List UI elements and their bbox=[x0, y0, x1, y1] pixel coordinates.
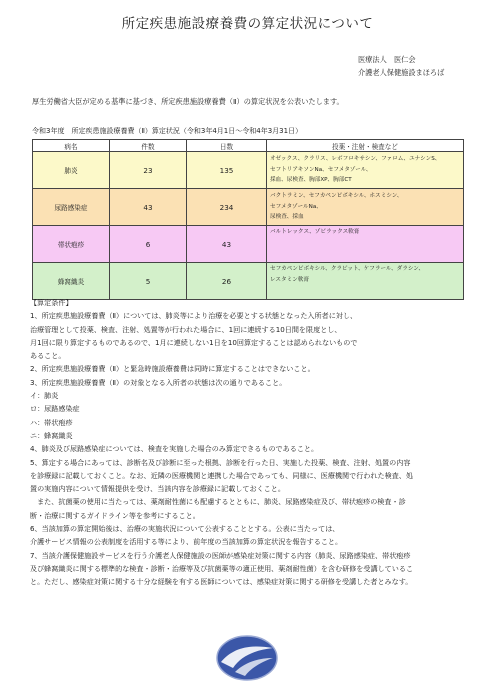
condition-line: 月1回に限り算定するものであるので、1月に連続しない1日を10回算定することは認められないもので bbox=[30, 337, 358, 347]
condition-line: 断・治療に関するガイドライン等を参考にすること。 bbox=[30, 510, 200, 520]
disease-name: 肺炎 bbox=[33, 152, 110, 189]
condition-line: と。ただし、感染症対策に関する十分な経験を有する医師については、感染症対策に関する研修を受講した者とみなす。 bbox=[30, 577, 413, 587]
header-treatment: 投薬・注射・検査など bbox=[267, 140, 464, 152]
table-header-row bbox=[33, 140, 464, 152]
treatment-line: バクトラミン、セフカペンピボキシル、ホスミシン、 bbox=[270, 193, 403, 200]
condition-line: を診療録に記載しておくこと。なお、近隣の医療機関と連携した場合であっても、同様に、医療機関で行われた検査、処 bbox=[30, 470, 413, 480]
condition-line: 治療管理として投薬、検査、注射、処置等が行われた場合に、1回に連続する10日間を限度とし、 bbox=[30, 324, 342, 334]
table-row bbox=[33, 263, 464, 300]
facility-name: 介護老人保健施設まほろば bbox=[358, 68, 445, 77]
calculation-table bbox=[32, 139, 464, 300]
treatment-line: セフカペンピボキシル、クラビット、ケフラール、ダラシン、 bbox=[270, 266, 425, 272]
condition-line: 2、所定疾患施設療養費（Ⅱ）と緊急時施設療養費は同時に算定することはできないこと。 bbox=[30, 364, 315, 374]
treatment-line: セフメタゾールNa、 bbox=[270, 203, 322, 210]
condition-line: 4、肺炎及び尿路感染症については、検査を実施した場合のみ算定できるものであること。 bbox=[30, 444, 319, 454]
condition-line: ハ：帯状疱疹 bbox=[30, 417, 73, 427]
case-count: 6 bbox=[110, 226, 187, 263]
condition-line: イ：肺炎 bbox=[30, 391, 59, 401]
condition-line: 7、当該介護保健施設サービスを行う介護老人保健施設の医師が感染症対策に関する内容（肺炎、尿路感染症、帯状疱疹 bbox=[30, 550, 411, 560]
day-count: 26 bbox=[187, 263, 267, 300]
day-count: 234 bbox=[187, 189, 267, 226]
treatment-line: レスタミン軟膏 bbox=[270, 276, 309, 283]
disease-name: 帯状疱疹 bbox=[33, 226, 110, 263]
table-row bbox=[33, 189, 464, 226]
header-disease: 病名 bbox=[33, 140, 110, 152]
treatment-details bbox=[267, 226, 464, 263]
condition-line: 3、所定疾患施設療養費（Ⅱ）の対象となる入所者の状態は次の通りであること。 bbox=[30, 377, 287, 387]
header-count: 件数 bbox=[110, 140, 187, 152]
table-row bbox=[33, 152, 464, 189]
facility-logo bbox=[215, 632, 279, 684]
header-days: 日数 bbox=[187, 140, 267, 152]
condition-line: 介護サービス情報の公表制度を活用する等により、前年度の当該加算の算定状況を報告すること。 bbox=[30, 537, 343, 547]
treatment-details bbox=[267, 263, 464, 300]
day-count: 135 bbox=[187, 152, 267, 189]
condition-line: あること。 bbox=[30, 351, 66, 361]
intro-text: 厚生労働省大臣が定める基準に基づき、所定疾患施設療養費（Ⅱ）の算定状況を公表いたします。 bbox=[32, 97, 344, 106]
treatment-line: 採血、尿検査、胸部XP、胸部CT bbox=[270, 177, 352, 184]
condition-line: 及び蜂窩織炎に関する標準的な検査・診断・治療等及び抗菌薬等の適正使用、薬剤耐性菌）を含む研修を受講しているこ bbox=[30, 563, 414, 573]
condition-line: 5、算定する場合にあっては、診断名及び診断に至った根拠、診断を行った日、実施した投薬、検査、注射、処置の内容 bbox=[30, 457, 411, 467]
table-row bbox=[33, 226, 464, 263]
disease-name: 尿路感染症 bbox=[33, 189, 110, 226]
calculation-conditions bbox=[30, 296, 470, 589]
condition-line: 1、所定疾患施設療養費（Ⅱ）については、肺炎等により治療を必要とする状態となった入所者に対し、 bbox=[30, 311, 358, 321]
organization-name: 医療法人 医仁会 bbox=[358, 55, 416, 64]
disease-name: 蜂窩織炎 bbox=[33, 263, 110, 300]
treatment-details bbox=[267, 189, 464, 226]
table-caption: 令和3年度 所定疾患施設療養費（Ⅱ）算定状況（令和3年4月1日～令和4年3月31日） bbox=[32, 127, 303, 135]
conditions-heading: 【算定条件】 bbox=[30, 298, 73, 307]
condition-line: ロ：尿路感染症 bbox=[30, 404, 80, 414]
condition-line: ニ：蜂窩織炎 bbox=[30, 430, 73, 440]
treatment-line: オゼックス、クラリス、レボフロキサシン、ファロム、ユナシンS、 bbox=[270, 156, 441, 163]
case-count: 5 bbox=[110, 263, 187, 300]
treatment-line: セフトリアキソンNa、セフメタゾール、 bbox=[270, 166, 372, 173]
case-count: 23 bbox=[110, 152, 187, 189]
day-count: 43 bbox=[187, 226, 267, 263]
condition-line: 置の実施内容について情報提供を受け、当該内容を診療録に記載しておくこと。 bbox=[30, 484, 285, 494]
condition-line: 6、当該加算の算定開始後は、治療の実施状況について公表することとする。公表に当たっては、 bbox=[30, 524, 340, 534]
treatment-line: バルトレックス、ゾビラックス軟膏 bbox=[270, 229, 360, 235]
treatment-details bbox=[267, 152, 464, 189]
condition-line: また、抗菌薬の使用に当たっては、薬剤耐性菌にも配慮するとともに、肺炎、尿路感染症及び、帯状疱疹の検査・診 bbox=[30, 497, 406, 507]
treatment-line: 尿検査、採血 bbox=[270, 214, 304, 221]
case-count: 43 bbox=[110, 189, 187, 226]
page-title: 所定疾患施設療養費の算定状況について bbox=[121, 16, 374, 32]
